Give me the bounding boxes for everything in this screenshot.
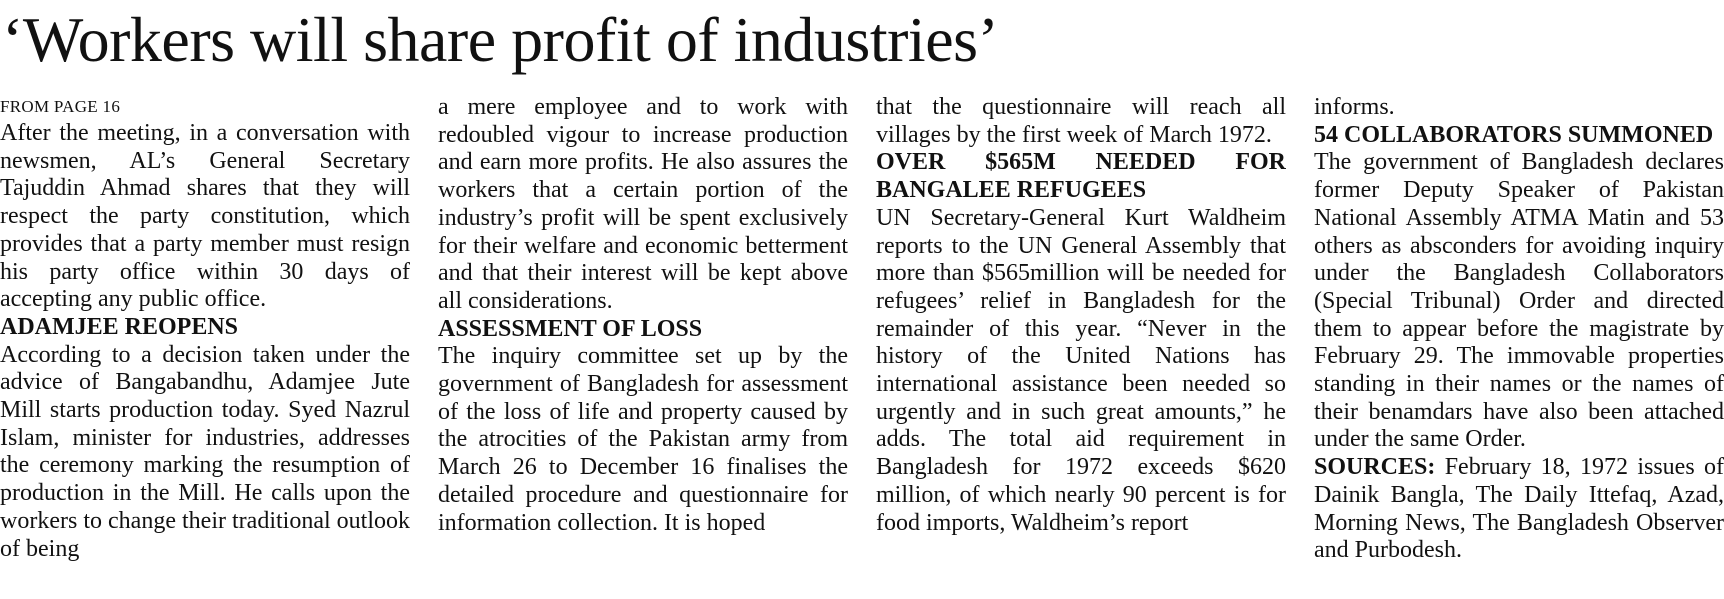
paragraph-waldheim-report: UN Secretary-General Kurt Waldheim reports to the UN General Assembly that more than $565million will be needed for refugees’ relief in Bangladesh for the remainder of this year. “Never in the history of the United Nations has international assistance been needed so urgently and in such great amounts,” he adds. The total aid requirement in Bangladesh for 1972 exceeds $620 million, of which nearly 90 percent is for food imports, Waldheim’s report	[876, 204, 1286, 536]
subhead-adamjee-reopens: ADAMJEE REOPENS	[0, 313, 239, 340]
paragraph-informs: informs.	[1314, 94, 1395, 120]
article-column-4	[1314, 94, 1724, 599]
paragraph-meeting: After the meeting, in a conversation with newsmen, AL’s General Secretary Tajuddin Ahmad shares that they will respect the party constitution, which provides that a party member must resign his party office within 30 days of accepting any public office.	[0, 120, 410, 313]
article-column-3	[876, 94, 1286, 599]
article-column-1	[0, 94, 410, 599]
paragraph-collaborators: The government of Bangladesh declares former Deputy Speaker of Pakistan National Assembly ATMA Matin and 53 others as absconders for avoiding inquiry under the Bangladesh Collaborators (Special Tribunal) Order and directed them to appear before the magistrate by February 29. The immovable properties standing in their names or the names of their benamdars have also been attached under the same Order.	[1314, 149, 1724, 453]
subhead-collaborators: 54 COLLABORATORS SUMMONED	[1314, 121, 1714, 148]
paragraph-workers-welfare: a mere employee and to work with redoubled vigour to increase production and earn more profits. He also assures the workers that a certain portion of the industry’s profit will be spent exclusively for their welfare and economic betterment and that their interest will be kept above all considerations.	[438, 94, 848, 314]
continuation-folio: FROM PAGE 16	[0, 97, 121, 116]
sources-label: SOURCES:	[1314, 454, 1436, 481]
sources-note	[1314, 454, 1724, 565]
paragraph-adamjee: According to a decision taken under the advice of Bangabandhu, Adamjee Jute Mill starts production today. Syed Nazrul Islam, minister for industries, addresses the ceremony marking the resumption of production in the Mill. He calls upon the workers to change their traditional outlook of being	[0, 341, 410, 562]
paragraph-inquiry-committee: The inquiry committee set up by the government of Bangladesh for assessment of the loss of life and property caused by the atrocities of the Pakistan army from March 26 to December 16 finalises the detailed procedure and questionnaire for information collection. It is hoped	[438, 343, 848, 536]
sources-text: February 18, 1972 issues of Dainik Bangla, The Daily Ittefaq, Azad, Morning News, The Bangladesh Observer and Purbodesh.	[1314, 454, 1724, 564]
headline: ‘Workers will share profit of industries’	[2, 4, 999, 75]
subhead-refugees: OVER $565M NEEDED FOR BANGALEE REFUGEES	[876, 149, 1286, 204]
subhead-assessment-of-loss: ASSESSMENT OF LOSS	[438, 315, 703, 342]
article-column-2	[438, 94, 848, 599]
paragraph-questionnaire: that the questionnaire will reach all villages by the first week of March 1972.	[876, 94, 1286, 148]
